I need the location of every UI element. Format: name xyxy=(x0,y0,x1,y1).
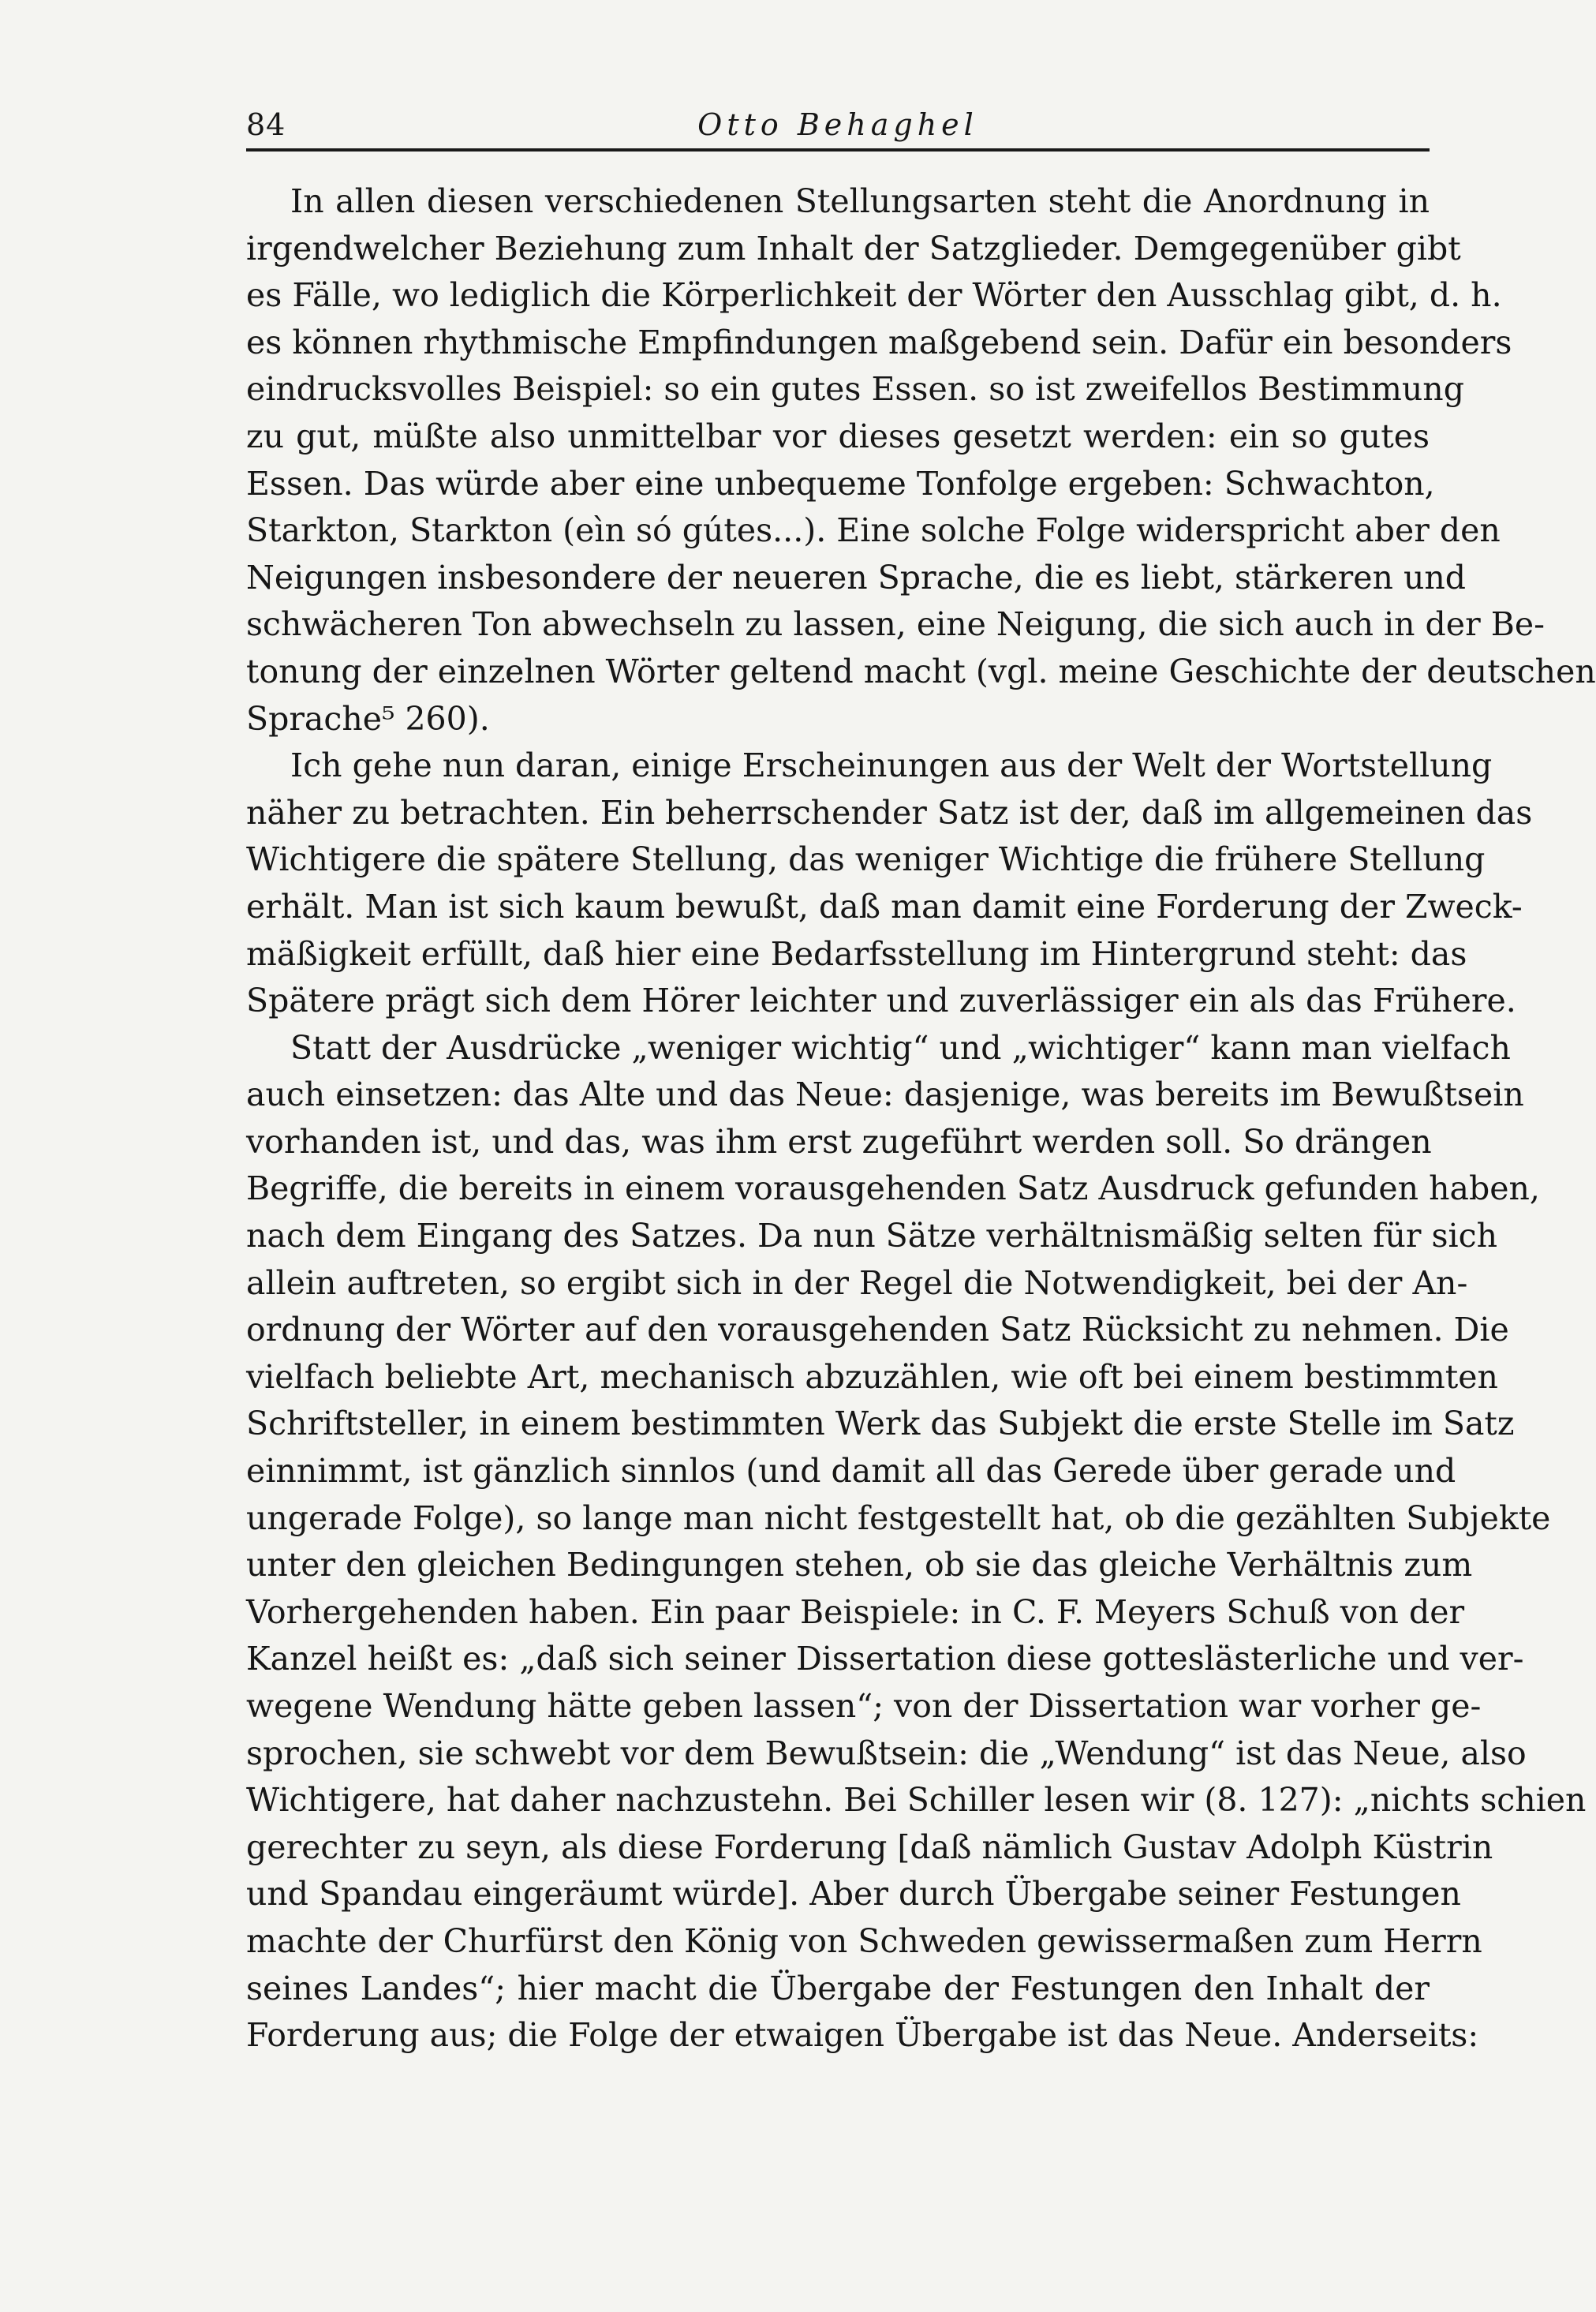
text-line: mäßigkeit erfüllt, daß hier eine Bedarfsstellung im Hintergrund steht: das xyxy=(246,934,1467,973)
text-line: einnimmt, ist gänzlich sinnlos (und damit all das Gerede über gerade und xyxy=(246,1452,1456,1491)
text-line: seines Landes“; hier macht die Übergabe der Festungen den Inhalt der xyxy=(246,1969,1430,2007)
text-line: allein auftreten, so ergibt sich in der Regel die Notwendigkeit, bei der An- xyxy=(246,1263,1468,1302)
text-line: machte der Churfürst den König von Schweden gewissermaßen zum Herrn xyxy=(246,1921,1482,1960)
running-head: Otto Behaghel xyxy=(697,107,978,142)
text-line: schwächeren Ton abwechseln zu lassen, eine Neigung, die sich auch in der Be- xyxy=(246,605,1545,644)
text-line: es Fälle, wo lediglich die Körperlichkeit der Wörter den Ausschlag gibt, d. h. xyxy=(246,276,1502,315)
text-line: unter den gleichen Bedingungen stehen, ob sie das gleiche Verhältnis zum xyxy=(246,1546,1473,1584)
text-line: Begriffe, die bereits in einem vorausgehenden Satz Ausdruck gefunden haben, xyxy=(246,1169,1540,1208)
text-line: Statt der Ausdrücke „weniger wichtig“ und „wichtiger“ kann man vielfach xyxy=(290,1028,1511,1067)
book-page xyxy=(246,103,1596,2059)
text-line: erhält. Man ist sich kaum bewußt, daß man damit eine Forderung der Zweck- xyxy=(246,887,1523,926)
text-line: Spätere prägt sich dem Hörer leichter und zuverlässiger ein als das Frühere. xyxy=(246,982,1516,1020)
text-line: tonung der einzelnen Wörter geltend macht (vgl. meine Geschichte der deutschen xyxy=(246,652,1596,690)
text-line: ungerade Folge), so lange man nicht festgestellt hat, ob die gezählten Subjekte xyxy=(246,1498,1551,1537)
text-line: Kanzel heißt es: „daß sich seiner Dissertation diese gotteslästerliche und ver- xyxy=(246,1640,1524,1678)
text-line: Starkton, Starkton (eìn só gútes...). Eine solche Folge widerspricht aber den xyxy=(246,511,1501,550)
text-line: vorhanden ist, und das, was ihm erst zugeführt werden soll. So drängen xyxy=(246,1122,1432,1161)
text-line: Ich gehe nun daran, einige Erscheinungen aus der Welt der Wortstellung xyxy=(290,746,1493,785)
paragraph xyxy=(246,743,1533,1025)
text-line: und Spandau eingeräumt würde]. Aber durch Übergabe seiner Festungen xyxy=(246,1875,1461,1914)
text-line: Neigungen insbesondere der neueren Sprache, die es liebt, stärkeren und xyxy=(246,558,1467,597)
text-line: Wichtigere, hat daher nachzustehn. Bei Schiller lesen wir (8. 127): „nichts schien xyxy=(246,1781,1587,1820)
text-line: näher zu betrachten. Ein beherrschender Satz ist der, daß im allgemeinen das xyxy=(246,793,1533,832)
text-line: es können rhythmische Empfindungen maßgebend sein. Dafür ein besonders xyxy=(246,323,1512,361)
paragraph xyxy=(246,178,1596,743)
text-line: nach dem Eingang des Satzes. Da nun Sätze verhältnismäßig selten für sich xyxy=(246,1217,1498,1255)
paragraph xyxy=(246,1025,1587,2059)
header-rule xyxy=(246,148,1430,152)
page-header xyxy=(246,103,1430,152)
text-line: zu gut, müßte also unmittelbar vor dieses gesetzt werden: ein so gutes xyxy=(246,417,1430,455)
text-line: Schriftsteller, in einem bestimmten Werk das Subjekt die erste Stelle im Satz xyxy=(246,1405,1515,1443)
text-line: wegene Wendung hätte geben lassen“; von der Dissertation war vorher ge- xyxy=(246,1687,1482,1725)
text-line: Wichtigere die spätere Stellung, das weniger Wichtige die frühere Stellung xyxy=(246,840,1486,879)
text-line: gerechter zu seyn, als diese Forderung [daß nämlich Gustav Adolph Küstrin xyxy=(246,1828,1493,1866)
body-text xyxy=(246,178,1596,2059)
text-line: Vorhergehenden haben. Ein paar Beispiele: in C. F. Meyers Schuß von der xyxy=(246,1592,1465,1631)
text-line: Sprache⁵ 260). xyxy=(246,699,490,738)
text-line: irgendwelcher Beziehung zum Inhalt der Satzglieder. Demgegenüber gibt xyxy=(246,229,1461,267)
text-line: ordnung der Wörter auf den vorausgehenden Satz Rücksicht zu nehmen. Die xyxy=(246,1311,1509,1349)
text-line: vielfach beliebte Art, mechanisch abzuzählen, wie oft bei einem bestimmten xyxy=(246,1357,1498,1396)
page-number: 84 xyxy=(246,107,286,142)
text-line: sprochen, sie schwebt vor dem Bewußtsein: die „Wendung“ ist das Neue, also xyxy=(246,1734,1527,1772)
text-line: eindrucksvolles Beispiel: so ein gutes Essen. so ist zweifellos Bestimmung xyxy=(246,370,1464,409)
text-line: Forderung aus; die Folge der etwaigen Übergabe ist das Neue. Anderseits: xyxy=(246,2016,1479,2055)
text-line: In allen diesen verschiedenen Stellungsarten steht die Anordnung in xyxy=(290,182,1430,220)
text-line: auch einsetzen: das Alte und das Neue: dasjenige, was bereits im Bewußtsein xyxy=(246,1076,1524,1114)
text-line: Essen. Das würde aber eine unbequeme Tonfolge ergeben: Schwachton, xyxy=(246,464,1435,503)
